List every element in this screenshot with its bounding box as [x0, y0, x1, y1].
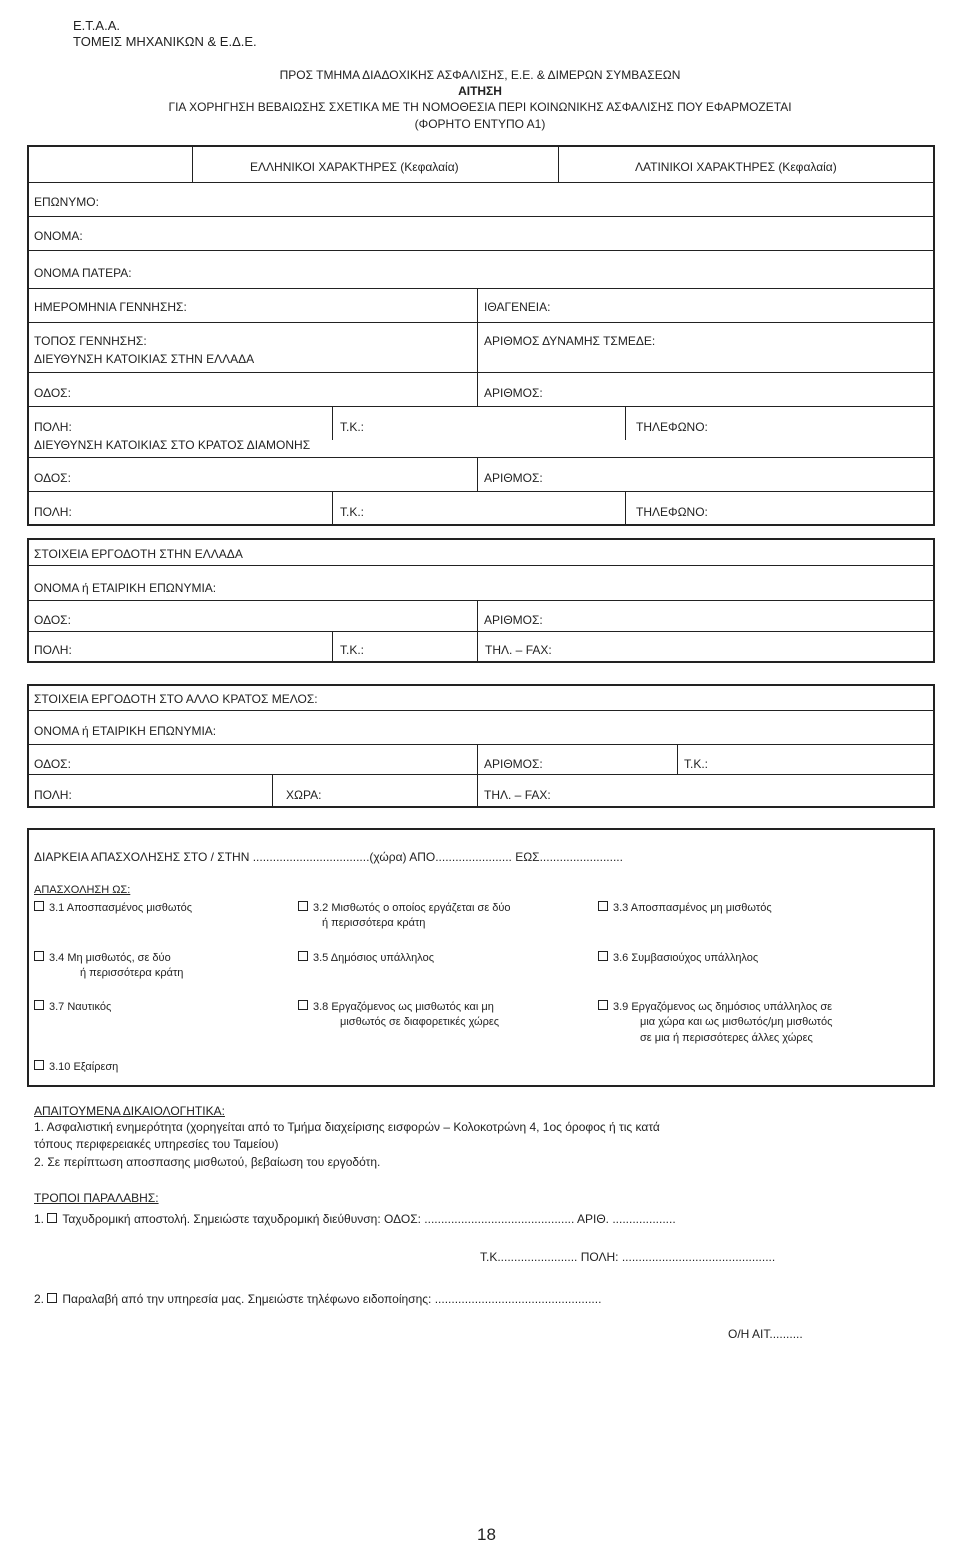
abroad-street-label: ΟΔΟΣ:	[34, 471, 71, 485]
required-doc-2: 2. Σε περίπτωση αποσπασης μισθωτού, βεβαίωση του εργοδότη.	[34, 1155, 381, 1169]
abroad-number-label: ΑΡΙΘΜΟΣ:	[484, 471, 543, 485]
option-3-2-cont: ή περισσότερα κράτη	[322, 917, 426, 929]
required-doc-1-cont: τόπους περιφερειακές υπηρεσίες του Ταμείου)	[34, 1137, 279, 1151]
applicant-signature: Ο/Η ΑΙΤ..........	[728, 1327, 803, 1341]
checkbox[interactable]	[298, 1000, 308, 1010]
nationality-label: ΙΘΑΓΕΝΕΙΑ:	[484, 300, 551, 314]
greek-address-heading: ΔΙΕΥΘΥΝΣΗ ΚΑΤΟΙΚΙΑΣ ΣΤΗΝ ΕΛΛΑΔΑ	[34, 352, 255, 366]
checkbox[interactable]	[47, 1293, 57, 1303]
employer-other-name-label: ΟΝΟΜΑ ή ΕΤΑΙΡΙΚΗ ΕΠΩΝΥΜΙΑ:	[34, 724, 217, 738]
option-3-8-cont: μισθωτός σε διαφορετικές χώρες	[340, 1016, 500, 1028]
employer-other-phone-fax-label: ΤΗΛ. – FAX:	[484, 788, 551, 802]
to-line: ΠΡΟΣ ΤΜΗΜΑ ΔΙΑΔΟΧΙΚΗΣ ΑΣΦΑΛΙΣΗΣ, Ε.Ε. & ΔΙΜΕΡΩΝ ΣΥΜΒΑΣΕΩΝ	[279, 68, 681, 82]
form-reference: (ΦΟΡΗΤΟ ΕΝΤΥΠΟ Α1)	[414, 117, 546, 131]
father-name-label: ΟΝΟΜΑ ΠΑΤΕΡΑ:	[34, 266, 132, 280]
option-3-9-cont-2: σε μια ή περισσότερες άλλες χώρες	[640, 1032, 813, 1044]
required-docs-title: ΑΠΑΙΤΟΥΜΕΝΑ ΔΙΚΑΙΟΛΟΓΗΤΙΚΑ:	[34, 1104, 225, 1118]
phone-label: ΤΗΛΕΦΩΝΟ:	[636, 420, 708, 434]
checkbox[interactable]	[34, 1060, 44, 1070]
abroad-address-heading: ΔΙΕΥΘΥΝΣΗ ΚΑΤΟΙΚΙΑΣ ΣΤΟ ΚΡΑΤΟΣ ΔΙΑΜΟΝΗΣ	[34, 438, 311, 452]
option-3-8[interactable]: 3.8 Εργαζόμενος ως μισθωτός και μη	[298, 1000, 494, 1013]
number-label: ΑΡΙΘΜΟΣ:	[484, 386, 543, 400]
request-title: ΑΙΤΗΣΗ	[458, 84, 502, 98]
receipt-mail-postcode-city: Τ.Κ........................ ΠΟΛΗ: ..............................................	[480, 1250, 776, 1264]
employer-greece-street-label: ΟΔΟΣ:	[34, 613, 71, 627]
abroad-postcode-label: Τ.Κ.:	[340, 505, 365, 519]
checkbox[interactable]	[47, 1213, 57, 1223]
employer-greece-title: ΣΤΟΙΧΕΙΑ ΕΡΓΟΔΟΤΗ ΣΤΗΝ ΕΛΛΑΔΑ	[34, 547, 243, 561]
option-3-3[interactable]: 3.3 Αποσπασμένος μη μισθωτός	[598, 901, 772, 914]
checkbox[interactable]	[598, 951, 608, 961]
employer-other-title: ΣΤΟΙΧΕΙΑ ΕΡΓΟΔΟΤΗ ΣΤΟ ΑΛΛΟ ΚΡΑΤΟΣ ΜΕΛΟΣ:	[34, 692, 318, 706]
option-3-1[interactable]: 3.1 Αποσπασμένος μισθωτός	[34, 901, 192, 914]
name-label: ΟΝΟΜΑ:	[34, 229, 83, 243]
city-label: ΠΟΛΗ:	[34, 420, 72, 434]
birth-place-label: ΤΟΠΟΣ ΓΕΝΝΗΣΗΣ:	[34, 334, 147, 348]
option-3-4-cont: ή περισσότερα κράτη	[80, 967, 184, 979]
column-header-greek: ΕΛΛΗΝΙΚΟΙ ΧΑΡΑΚΤΗΡΕΣ (Κεφαλαία)	[250, 160, 459, 174]
option-3-5[interactable]: 3.5 Δημόσιος υπάλληλος	[298, 951, 434, 964]
employer-other-city-label: ΠΟΛΗ:	[34, 788, 72, 802]
employer-greece-number-label: ΑΡΙΘΜΟΣ:	[484, 613, 543, 627]
request-description: ΓΙΑ ΧΟΡΗΓΗΣΗ ΒΕΒΑΙΩΣΗΣ ΣΧΕΤΙΚΑ ΜΕ ΤΗ ΝΟΜΟΘΕΣΙΑ ΠΕΡΙ ΚΟΙΝΩΝΙΚΗΣ ΑΣΦΑΛΙΣΗΣ ΠΟΥ ΕΦΑΡΜΟΖΕΤΑΙ	[168, 100, 792, 114]
option-3-9-cont-1: μια χώρα και ως μισθωτός/μη μισθωτός	[640, 1016, 833, 1028]
employer-greece-postcode-label: Τ.Κ.:	[340, 643, 365, 657]
checkbox[interactable]	[598, 1000, 608, 1010]
employer-greece-city-label: ΠΟΛΗ:	[34, 643, 72, 657]
org-line-2: ΤΟΜΕΙΣ ΜΗΧΑΝΙΚΩΝ & Ε.Δ.Ε.	[73, 34, 257, 49]
option-3-10[interactable]: 3.10 Εξαίρεση	[34, 1060, 118, 1073]
checkbox[interactable]	[298, 901, 308, 911]
page-number: 18	[477, 1525, 496, 1544]
employer-greece-phone-fax-label: ΤΗΛ. – FAX:	[485, 643, 552, 657]
receipt-methods-title: ΤΡΟΠΟΙ ΠΑΡΑΛΑΒΗΣ:	[34, 1191, 159, 1205]
postcode-label: Τ.Κ.:	[340, 420, 365, 434]
employer-greece-name-label: ΟΝΟΜΑ ή ΕΤΑΙΡΙΚΗ ΕΠΩΝΥΜΙΑ:	[34, 581, 217, 595]
receipt-option-pickup[interactable]: 2. Παραλαβή από την υπηρεσία μας. Σημειώστε τηλέφωνο ειδοποίησης: ..................................................	[34, 1292, 602, 1306]
member-number-label: ΑΡΙΘΜΟΣ ΔΥΝΑΜΗΣ ΤΣΜΕΔΕ:	[484, 334, 656, 348]
abroad-city-label: ΠΟΛΗ:	[34, 505, 72, 519]
surname-label: ΕΠΩΝΥΜΟ:	[34, 195, 99, 209]
employer-other-street-label: ΟΔΟΣ:	[34, 757, 71, 771]
option-3-4[interactable]: 3.4 Μη μισθωτός, σε δύο	[34, 951, 171, 964]
street-label: ΟΔΟΣ:	[34, 386, 71, 400]
employer-other-number-label: ΑΡΙΘΜΟΣ:	[484, 757, 543, 771]
required-doc-1: 1. Ασφαλιστική ενημερότητα (χορηγείται από το Τμήμα διαχείρισης εισφορών – Κολοκοτρώνη 4, 1ος όροφος ή τις κατά	[34, 1120, 660, 1134]
receipt-option-mail[interactable]: 1. Ταχυδρομική αποστολή. Σημειώστε ταχυδρομική διεύθυνση: ΟΔΟΣ: ............................................. ΑΡΙΘ. ...................	[34, 1212, 676, 1226]
option-3-2[interactable]: 3.2 Μισθωτός ο οποίος εργάζεται σε δύο	[298, 901, 511, 914]
option-3-7[interactable]: 3.7 Ναυτικός	[34, 1000, 111, 1013]
abroad-phone-label: ΤΗΛΕΦΩΝΟ:	[636, 505, 708, 519]
checkbox[interactable]	[298, 951, 308, 961]
employer-other-country-label: ΧΩΡΑ:	[286, 788, 322, 802]
checkbox[interactable]	[598, 901, 608, 911]
checkbox[interactable]	[34, 951, 44, 961]
option-3-9[interactable]: 3.9 Εργαζόμενος ως δημόσιος υπάλληλος σε	[598, 1000, 832, 1013]
column-header-latin: ΛΑΤΙΝΙΚΟΙ ΧΑΡΑΚΤΗΡΕΣ (Κεφαλαία)	[635, 160, 837, 174]
checkbox[interactable]	[34, 1000, 44, 1010]
birth-date-label: ΗΜΕΡΟΜΗΝΙΑ ΓΕΝΝΗΣΗΣ:	[34, 300, 187, 314]
checkbox[interactable]	[34, 901, 44, 911]
option-3-6[interactable]: 3.6 Συμβασιούχος υπάλληλος	[598, 951, 758, 964]
org-line-1: Ε.Τ.Α.Α.	[73, 18, 120, 33]
employment-as-label: ΑΠΑΣΧΟΛΗΣΗ ΩΣ:	[34, 884, 131, 896]
employment-duration: ΔΙΑΡΚΕΙΑ ΑΠΑΣΧΟΛΗΣΗΣ ΣΤΟ / ΣΤΗΝ ...................................(χώρα) ΑΠΟ....................... ΕΩΣ.........................	[34, 850, 623, 864]
employer-other-postcode-label: Τ.Κ.:	[684, 757, 709, 771]
